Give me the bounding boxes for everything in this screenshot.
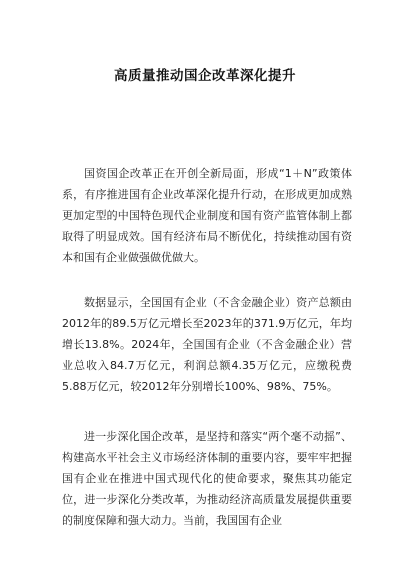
- paragraph-1: 国资国企改革正在开创全新局面，形成“1＋N”政策体系，有序推进国有企业改革深化提升行动，在形成更加成熟更加定型的中国特色现代企业制度和国有资产监管体制上都取得了明显成效。国有经济布局不断优化，持续推动国有资本和国有企业做强做优做大。: [62, 167, 352, 264]
- document-title: 高质量推动国企改革深化提升: [114, 68, 296, 84]
- paragraph-2: 数据显示，全国国有企业（不含金融企业）资产总额由2012年的89.5万亿元增长至2023年的371.9万亿元，年均增长13.8%。2024年，全国国有企业（不含金融企业）营业总收入84.7万亿元，利润总额4.35万亿元，应缴税费5.88万亿元，较2012年分别增长100%、98%、75%。: [62, 296, 352, 393]
- paragraph-3: 进一步深化国企改革，是坚持和落实“两个毫不动摇”、构建高水平社会主义市场经济体制的重要内容，要牢牢把握国有企业在推进中国式现代化的使命要求，聚焦其功能定位，进一步深化分类改革，为推动经济高质量发展提供重要的制度保障和强大动力。当前，我国国有企业: [62, 430, 352, 527]
